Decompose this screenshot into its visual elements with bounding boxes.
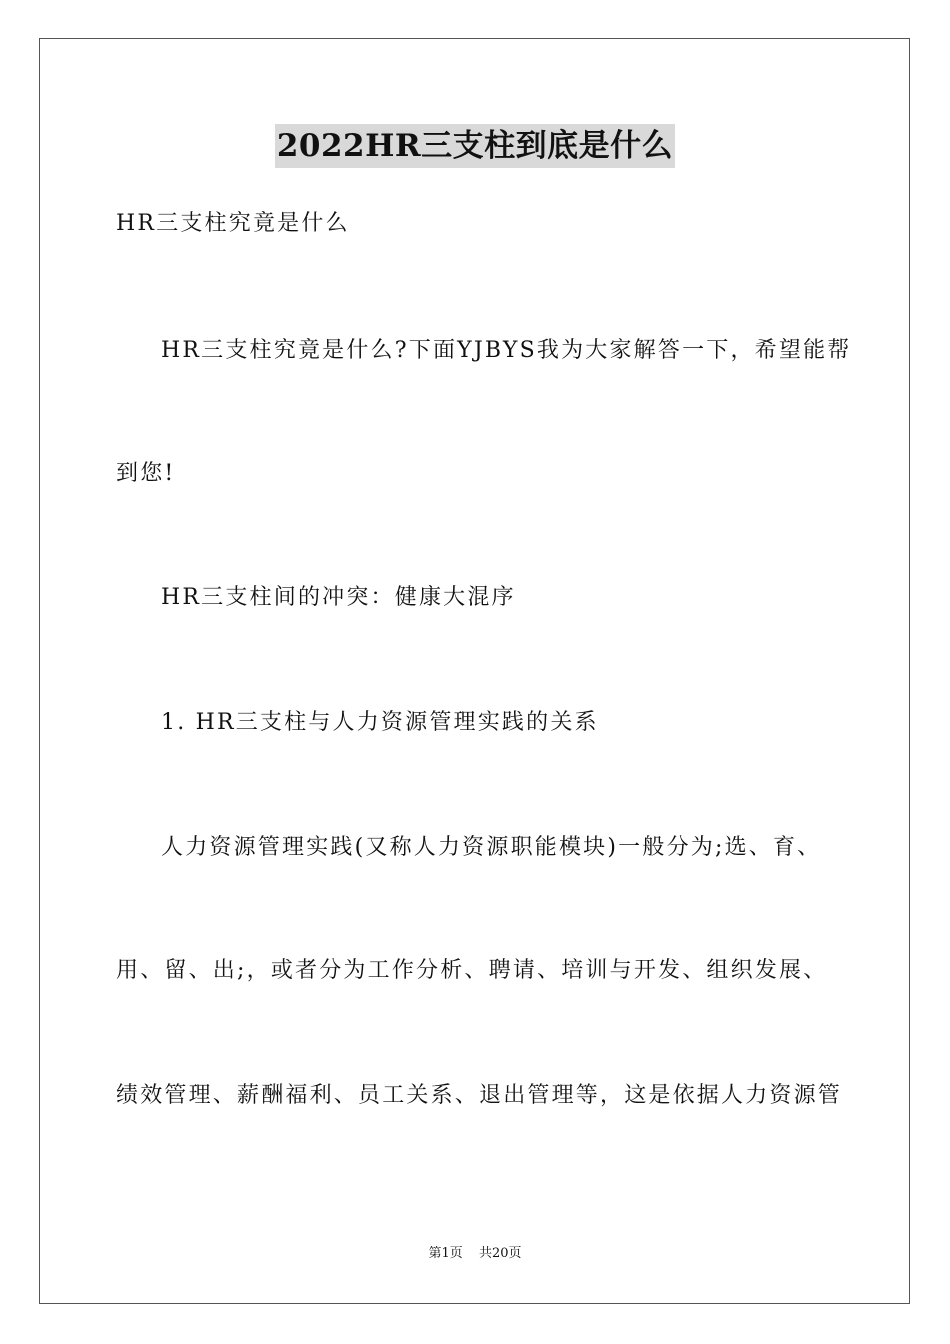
paragraph-line: 用、留、出;，或者分为工作分析、聘请、培训与开发、组织发展、 [116, 958, 828, 983]
page-total: 共20页 [478, 1246, 522, 1261]
paragraph-line: HR三支柱究竟是什么?下面YJBYS我为大家解答一下，希望能帮 [161, 338, 852, 363]
paragraph-line: 绩效管理、薪酬福利、员工关系、退出管理等，这是依据人力资源管 [116, 1083, 843, 1108]
paragraph-line: 到您! [116, 461, 176, 486]
page-footer [0, 1245, 950, 1263]
page-number: 第1页 [428, 1246, 463, 1261]
section-heading: HR三支柱间的冲突：健康大混序 [161, 585, 516, 610]
title-container [0, 124, 950, 168]
paragraph-line: 人力资源管理实践(又称人力资源职能模块)一般分为;选、育、 [161, 835, 822, 860]
document-title: 2022HR三支柱到底是什么 [275, 124, 675, 168]
subtitle-line: HR三支柱究竟是什么 [116, 211, 350, 236]
numbered-heading: 1. HR三支柱与人力资源管理实践的关系 [161, 710, 599, 735]
